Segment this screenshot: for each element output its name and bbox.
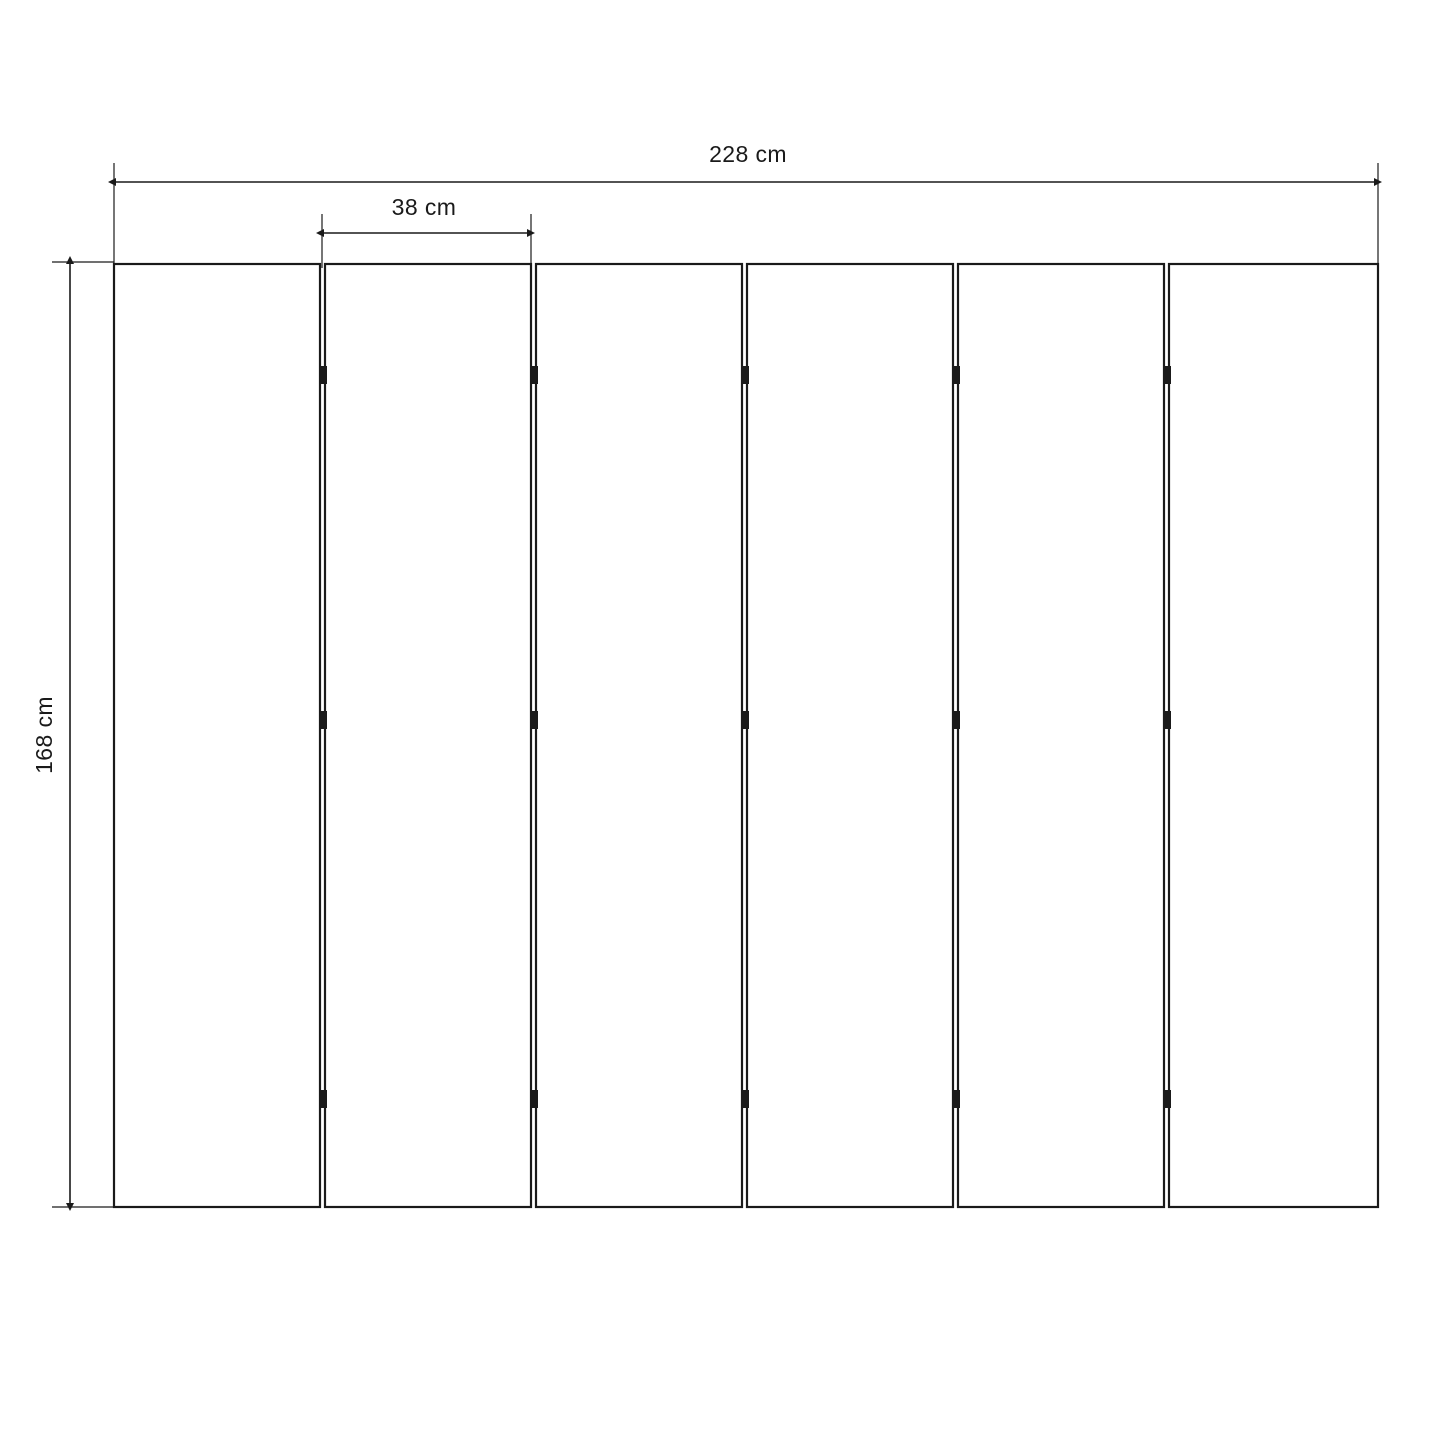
height-label: 168 cm — [31, 696, 57, 774]
hinge-icon — [319, 711, 327, 729]
hinge-icon — [530, 711, 538, 729]
hinge-icon — [1163, 1090, 1171, 1108]
panel-5[interactable] — [958, 264, 1164, 1207]
panel-width-dimension — [322, 192, 531, 268]
panel-group — [114, 264, 1378, 1207]
hinge-icon — [1163, 366, 1171, 384]
total-width-label: 228 cm — [709, 141, 787, 167]
hinge-icon — [319, 366, 327, 384]
hinge-icon — [952, 711, 960, 729]
panel-6[interactable] — [1169, 264, 1378, 1207]
hinge-icon — [319, 1090, 327, 1108]
panel-1[interactable] — [114, 264, 320, 1207]
hinge-icon — [952, 366, 960, 384]
total-width-dimension — [114, 140, 1378, 268]
hinge-icon — [1163, 711, 1171, 729]
hinge-icon — [952, 1090, 960, 1108]
hinge-icon — [741, 1090, 749, 1108]
hinge-icon — [530, 366, 538, 384]
height-dimension — [31, 262, 114, 1207]
panel-3[interactable] — [536, 264, 742, 1207]
panel-2[interactable] — [325, 264, 531, 1207]
panel-width-label: 38 cm — [391, 194, 457, 220]
hinge-icon — [741, 366, 749, 384]
hinge-icon — [741, 711, 749, 729]
panel-4[interactable] — [747, 264, 953, 1207]
hinge-icon — [530, 1090, 538, 1108]
